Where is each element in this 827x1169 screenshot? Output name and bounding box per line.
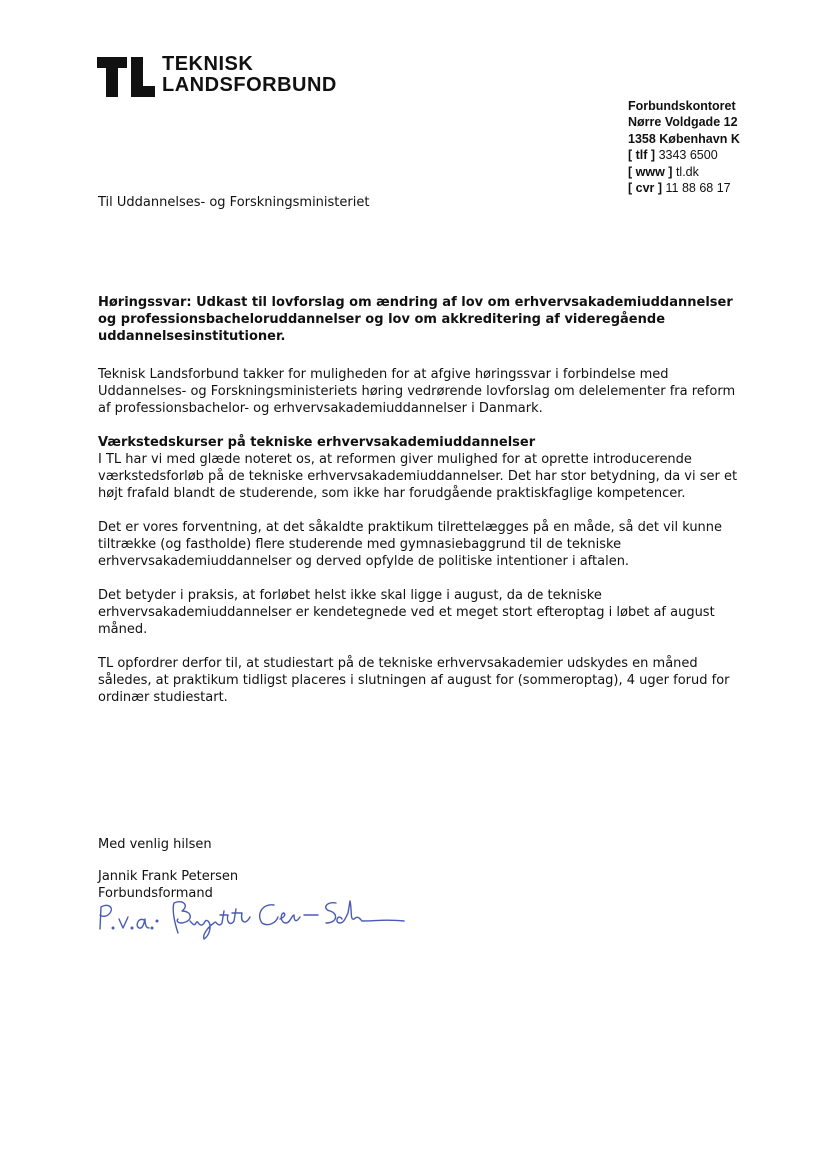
signature-icon [86,893,416,941]
letter-body [98,294,738,723]
body-paragraph-1: I TL har vi med glæde noteret os, at reformen giver mulighed for at oprette introducerende værkstedsforløb på de tekniske erhvervsakademiuddannelser. Det har stor betydning, da vi ser et højt frafald blandt de studerende, som ikke har forudgående praktiskfaglige kompetencer. [98,452,738,501]
logo-wordmark [162,54,337,96]
signer-name: Jannik Frank Petersen [98,869,239,884]
intro-paragraph: Teknisk Landsforbund takker for muligheden for at afgive høringssvar i forbindelse med Uddannelses- og Forskningsministeriets høring vedrørende lovforslag om delelementer fra reform af professionsbachelor- og erhvervsakademiuddannelser i Danmark. [98,367,736,416]
address-office: Forbundskontoret [628,99,736,113]
handwritten-signature [86,893,416,941]
section-heading: Værkstedskurser på tekniske erhvervsakademiuddannelser [98,435,536,450]
body-paragraph-4: TL opfordrer derfor til, at studiestart på de tekniske erhvervsakademier udskydes en måned således, at praktikum tidligst placeres i slutningen af august for (sommeroptag), 4 uger forud for ordinær studiestart. [98,656,730,705]
recipient-line: Til Uddannelses- og Forskningsministeriet [98,195,370,210]
cvr-value: 11 88 68 17 [665,181,731,196]
body-paragraph-3: Det betyder i praksis, at forløbet helst ikke skal ligge i august, da de tekniske erhvervsakademiuddannelser er kendetegnede ved et meget stort efteroptag i løbet af august måned. [98,588,715,637]
address-phone [628,147,740,163]
tl-logo-mark-icon [97,57,155,97]
logo-line-1: TEKNISK [162,53,254,75]
cvr-label: [ cvr ] [628,181,663,196]
closing-greeting: Med venlig hilsen [98,837,212,852]
address-street: Nørre Voldgade 12 [628,115,738,130]
body-paragraph-2: Det er vores forventning, at det såkaldte praktikum tilrettelægges på en måde, så det vil kunne tiltrække (og fastholde) flere studerende med gymnasiebaggrund til de tekniske erhvervsakademiuddannelser og derved opfylde de politiske intentioner i aftalen. [98,520,723,569]
logo-line-2: LANDSFORBUND [162,74,337,96]
phone-label: [ tlf ] [628,148,656,163]
address-cvr [628,180,740,196]
web-value: tl.dk [675,164,699,179]
address-city: 1358 København K [628,131,740,146]
address-web [628,164,740,180]
sender-address [628,98,740,196]
phone-value: 3343 6500 [658,148,718,163]
signer-title: Forbundsformand [98,886,213,901]
organization-logo [97,54,367,100]
web-label: [ www ] [628,164,673,179]
letter-subject: Høringssvar: Udkast til lovforslag om ændring af lov om erhvervsakademiuddannelser og professionsbacheloruddannelser og lov om akkreditering af videregående uddannelsesinstitutioner. [98,295,733,344]
